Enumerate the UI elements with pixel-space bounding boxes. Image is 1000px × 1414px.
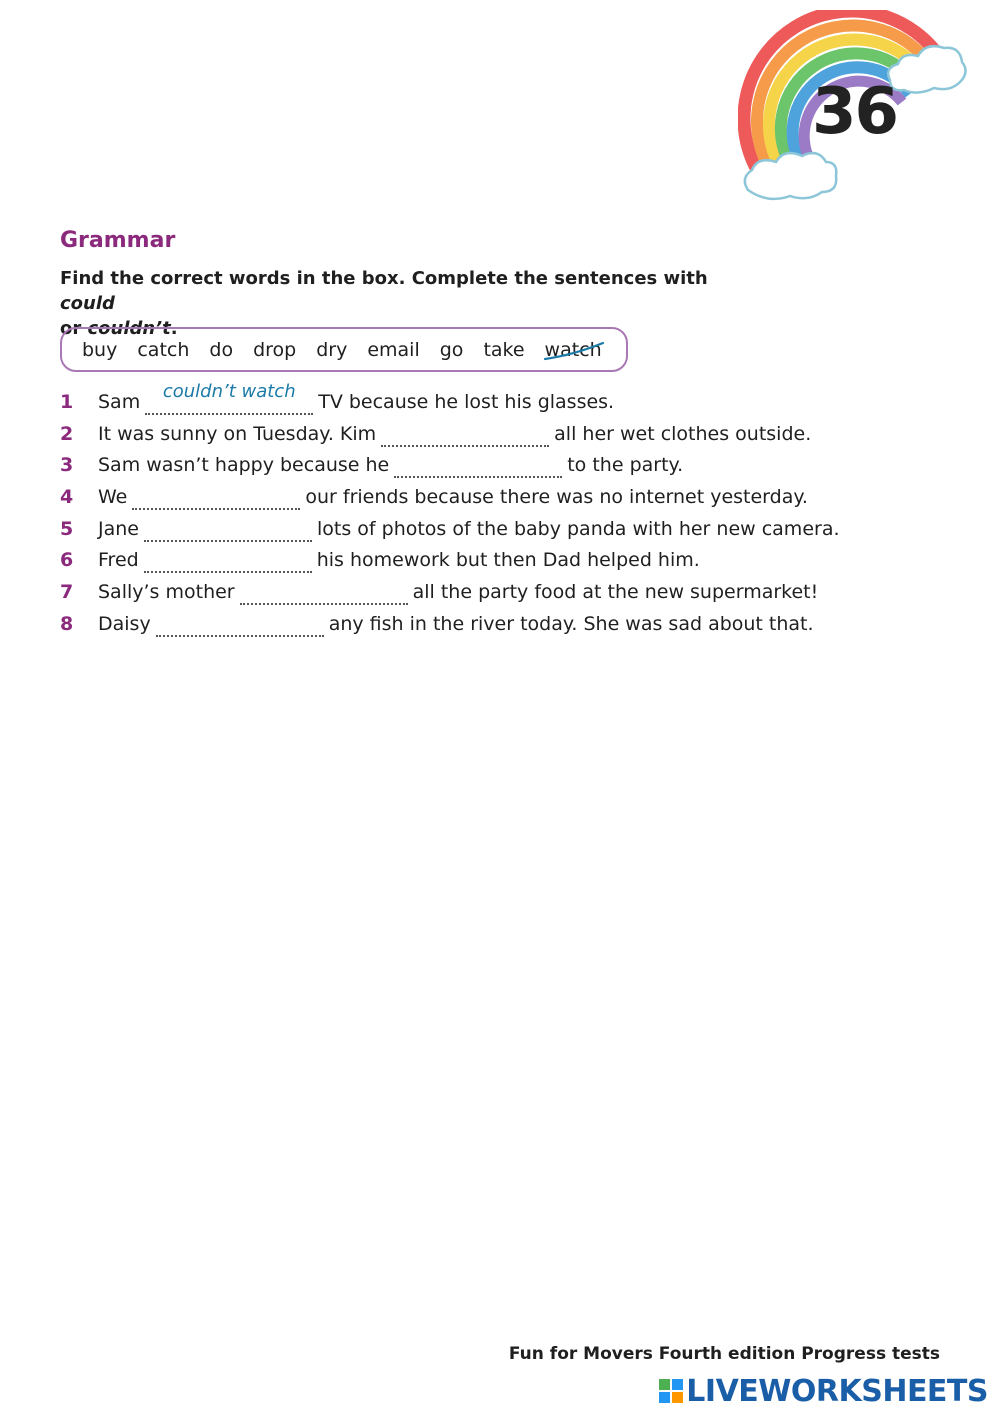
word-option[interactable]: catch <box>137 338 190 361</box>
sentence-before: It was sunny on Tuesday. Kim <box>98 422 377 445</box>
word-option-crossed <box>545 339 602 361</box>
sentence-row <box>60 418 960 450</box>
sentence-after: lots of photos of the baby panda with her new camera. <box>316 517 840 540</box>
sentence-after: any fish in the river today. She was sad about that. <box>328 612 814 635</box>
sentence-before: Sally’s mother <box>98 580 235 603</box>
sentence-list <box>60 380 960 640</box>
instruction-emphasis-could: could <box>60 293 115 314</box>
word-option[interactable]: buy <box>82 338 118 361</box>
sentence-after: to the party. <box>567 454 684 477</box>
word-box <box>60 327 628 372</box>
instruction-text: Find the correct words in the box. Complete the sentences with <box>60 268 708 289</box>
sentence-after: all the party food at the new supermarket! <box>412 580 819 603</box>
unit-number: 36 <box>812 75 898 149</box>
instruction-period: . <box>170 318 178 339</box>
book-title-footer: Fun for Movers Fourth edition Progress tests <box>508 1344 940 1364</box>
answer-text: couldn’t watch <box>162 380 296 402</box>
instruction-text-2: or <box>60 318 88 339</box>
word-option[interactable]: go <box>439 338 464 361</box>
sentence-after: TV because he lost his glasses. <box>318 390 615 413</box>
word-option[interactable]: drop <box>253 338 297 361</box>
sentence-before: Sam <box>98 390 141 413</box>
item-number: 3 <box>60 454 74 477</box>
word-option[interactable]: dry <box>316 338 348 361</box>
sentence-before: Jane <box>98 517 139 540</box>
sentence-before: We <box>98 485 128 508</box>
instruction-emphasis-couldnt: couldn’t <box>87 318 171 339</box>
answer-blank[interactable] <box>156 615 324 637</box>
liveworksheets-logo <box>658 1373 988 1409</box>
item-number: 5 <box>60 517 74 540</box>
item-number: 2 <box>60 422 74 445</box>
item-number: 6 <box>60 549 74 572</box>
section-title: Grammar <box>60 228 176 253</box>
answer-blank[interactable] <box>144 520 312 542</box>
sentence-row <box>60 608 960 640</box>
sentence-row <box>60 380 960 418</box>
sentence-after: all her wet clothes outside. <box>554 422 812 445</box>
item-number: 7 <box>60 580 74 603</box>
liveworksheets-logo-icon <box>658 1378 684 1404</box>
sentence-row <box>60 449 960 481</box>
answer-blank[interactable] <box>381 425 549 447</box>
sentence-row <box>60 513 960 545</box>
sentence-after: his homework but then Dad helped him. <box>316 549 700 572</box>
word-option[interactable]: email <box>367 338 420 361</box>
sentence-before: Sam wasn’t happy because he <box>98 454 390 477</box>
sentence-row <box>60 576 960 608</box>
sentence-row <box>60 481 960 513</box>
item-number: 1 <box>60 390 74 413</box>
word-option[interactable]: take <box>483 338 525 361</box>
crossed-word: watch <box>544 338 602 361</box>
item-number: 4 <box>60 485 74 508</box>
sentence-before: Fred <box>98 549 139 572</box>
item-number: 8 <box>60 612 74 635</box>
liveworksheets-brand: LIVEWORKSHEETS <box>686 1373 988 1409</box>
sentence-after: our friends because there was no internet yesterday. <box>305 485 808 508</box>
sentence-row <box>60 544 960 576</box>
answer-blank[interactable] <box>144 551 312 573</box>
answer-blank[interactable] <box>240 583 408 605</box>
sentence-before: Daisy <box>98 612 151 635</box>
strikethrough-mark <box>543 338 605 363</box>
word-option[interactable]: do <box>209 338 234 361</box>
answer-blank[interactable] <box>145 380 313 415</box>
answer-blank[interactable] <box>394 456 562 478</box>
answer-blank[interactable] <box>132 488 300 510</box>
